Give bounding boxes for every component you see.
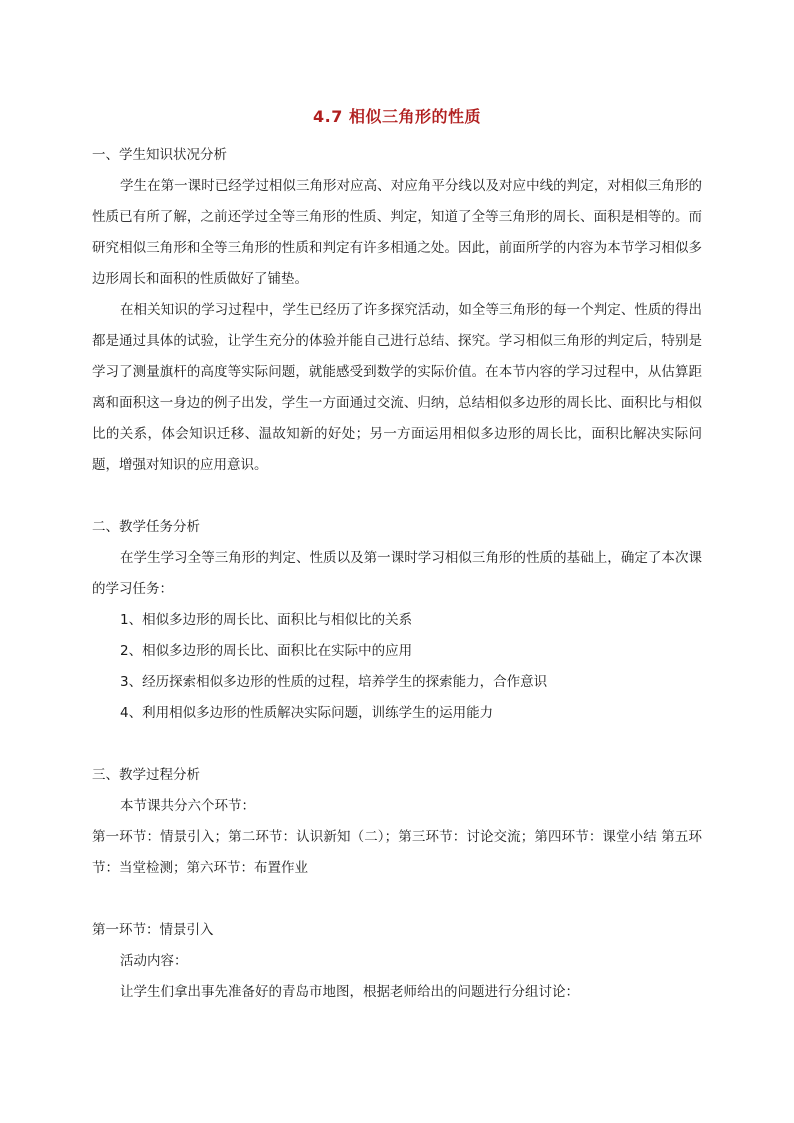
paragraph-student-analysis-1: 学生在第一课时已经学过相似三角形对应高、对应角平分线以及对应中线的判定，对相似三角形的性质已有所了解，之前还学过全等三角形的性质、判定，知道了全等三角形的周长、面积是相等的。而研究相似三角形和全等三角形的性质和判定有许多相通之处。因此，前面所学的内容为本节学习相似多边形周长和面积的性质做好了铺垫。 [92, 178, 702, 287]
activity-text: 让学生们拿出事先准备好的青岛市地图，根据老师给出的问题进行分组讨论： [120, 984, 579, 1000]
section-heading-student-analysis: 一、学生知识状况分析 [92, 147, 227, 163]
list-item: 3、经历探索相似多边形的性质的过程，培养学生的探索能力，合作意识 [120, 674, 548, 690]
section-heading-process-analysis: 三、教学过程分析 [92, 767, 200, 783]
section-heading-task-analysis: 二、教学任务分析 [92, 519, 200, 535]
spacer [92, 884, 702, 915]
paragraph-process-intro: 本节课共分六个环节： [120, 798, 255, 814]
document-body [92, 140, 702, 1008]
list-item: 2、相似多边形的周长比、面积比在实际中的应用 [120, 643, 413, 659]
activity-label: 活动内容： [120, 953, 188, 969]
list-item: 1、相似多边形的周长比、面积比与相似比的关系 [120, 612, 413, 628]
spacer [92, 729, 702, 760]
step-heading-1: 第一环节：情景引入 [92, 922, 214, 938]
paragraph-task-intro: 在学生学习全等三角形的判定、性质以及第一课时学习相似三角形的性质的基础上，确定了本次课的学习任务： [92, 550, 702, 597]
page-title: 4.7 相似三角形的性质 [313, 107, 481, 126]
spacer [92, 481, 702, 512]
list-item: 4、利用相似多边形的性质解决实际问题，训练学生的运用能力 [120, 705, 494, 721]
paragraph-process-steps: 第一环节：情景引入；第二环节：认识新知（二）；第三环节：讨论交流；第四环节：课堂小结 第五环节：当堂检测；第六环节：布置作业 [92, 829, 702, 876]
paragraph-student-analysis-2: 在相关知识的学习过程中，学生已经历了许多探究活动，如全等三角形的每一个判定、性质的得出都是通过具体的试验，让学生充分的体验并能自己进行总结、探究。学习相似三角形的判定后，特别是学习了测量旗杆的高度等实际问题，就能感受到数学的实际价值。在本节内容的学习过程中，从估算距离和面积这一身边的例子出发，学生一方面通过交流、归纳，总结相似多边形的周长比、面积比与相似比的关系，体会知识迁移、温故知新的好处；另一方面运用相似多边形的周长比，面积比解决实际问题，增强对知识的应用意识。 [92, 302, 702, 473]
